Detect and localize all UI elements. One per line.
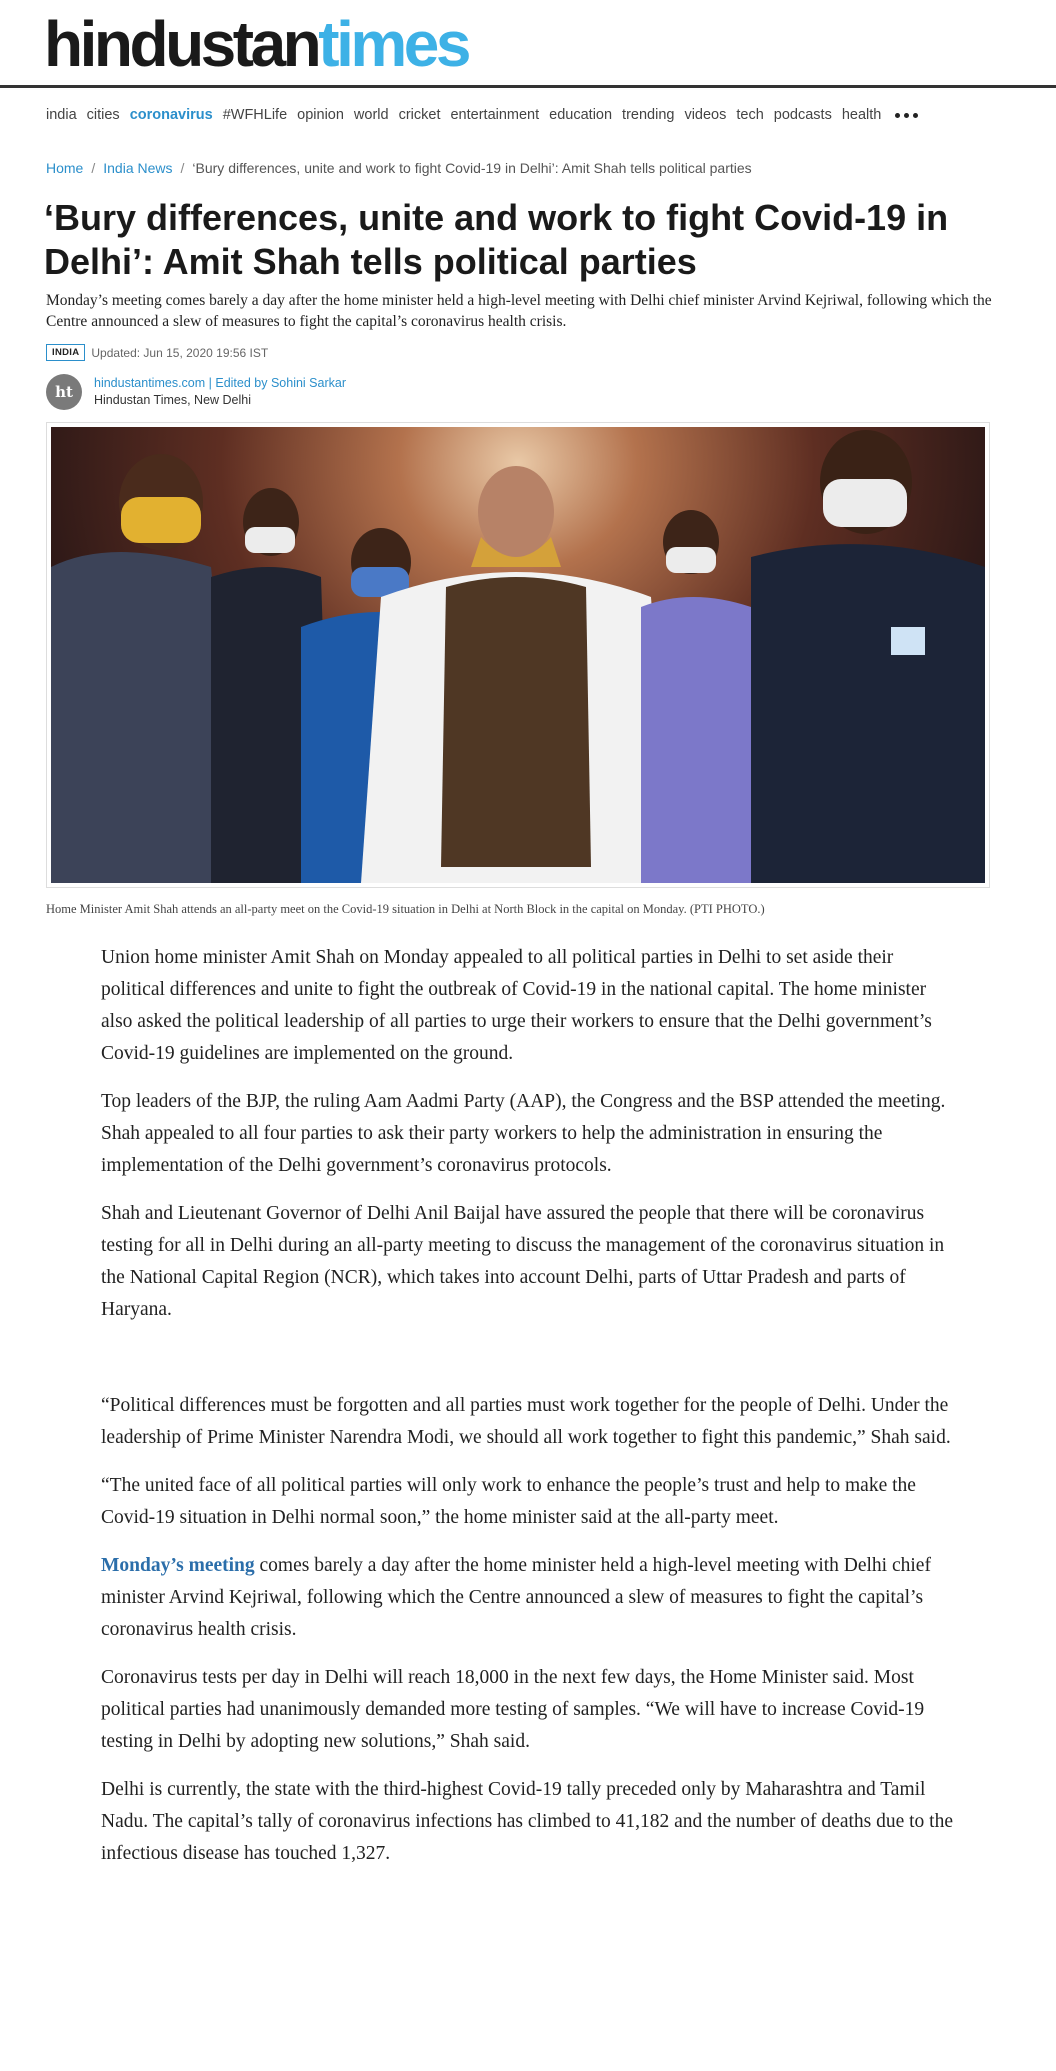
nav-item-health[interactable]: health xyxy=(841,107,882,123)
byline-location: Hindustan Times, New Delhi xyxy=(94,393,252,407)
breadcrumb-home-link[interactable]: Home xyxy=(46,160,84,176)
nav-item-opinion[interactable]: opinion xyxy=(297,107,344,123)
logo-part-times: times xyxy=(318,8,468,80)
paragraph: “Political differences must be forgotten and all parties must work together for the people of Delhi. Under the leadership of Prime Minister Narendra Modi, we should all work together to fight this pandemic,” Shah said. xyxy=(101,1395,951,1448)
site-logo[interactable] xyxy=(44,6,468,82)
nav-item-india[interactable]: india xyxy=(46,107,77,123)
nav-item-videos[interactable]: videos xyxy=(684,107,727,123)
article-headline: ‘Bury differences, unite and work to fight Covid-19 in Delhi’: Amit Shah tells political parties xyxy=(44,197,949,282)
paragraph-with-link xyxy=(101,1550,961,1646)
article-photo xyxy=(51,427,985,883)
nav-item-trending[interactable]: trending xyxy=(622,107,675,123)
paragraph: Shah and Lieutenant Governor of Delhi Anil Baijal have assured the people that there will be coronavirus testing for all in Delhi during an all-party meeting to discuss the management of the coronavirus situation in the National Capital Region (NCR), which takes into account Delhi, parts of Uttar Pradesh and parts of Haryana. xyxy=(101,1203,945,1320)
breadcrumb xyxy=(46,160,752,176)
paragraph-text: comes barely a day after the home minister held a high-level meeting with Delhi chief minister Arvind Kejriwal, following which the Centre announced a slew of measures to fight the capital’s coronavirus health crisis. xyxy=(101,1555,931,1640)
paragraph: Coronavirus tests per day in Delhi will reach 18,000 in the next few days, the Home Minister said. Most political parties had unanimously demanded more testing of samples. “We will have to increase Covid-19 testing in Delhi by adopting new solutions,” Shah said. xyxy=(101,1667,925,1752)
paragraph: Delhi is currently, the state with the third-highest Covid-19 tally preceded only by Maharashtra and Tamil Nadu. The capital’s tally of coronavirus infections has climbed to 41,182 and the number of deaths due to the infectious disease has touched 1,327. xyxy=(101,1779,954,1864)
article-summary: Monday’s meeting comes barely a day after the home minister held a high-level meeting with Delhi chief minister Arvind Kejriwal, following which the Centre announced a slew of measures to fight the capital’s coronavirus health crisis. xyxy=(46,292,992,330)
nav-item-podcasts[interactable]: podcasts xyxy=(773,107,832,123)
article-meta xyxy=(46,344,268,361)
breadcrumb-separator: / xyxy=(91,160,96,176)
nav-item-cricket[interactable]: cricket xyxy=(398,107,441,123)
nav-item-wfhlife[interactable]: #WFHLife xyxy=(222,107,288,123)
byline-source[interactable]: hindustantimes.com | Edited by Sohini Sarkar xyxy=(94,376,346,390)
nav-item-entertainment[interactable]: entertainment xyxy=(450,107,540,123)
nav-item-tech[interactable]: tech xyxy=(736,107,764,123)
section-tag[interactable]: INDIA xyxy=(46,344,85,361)
main-nav xyxy=(46,104,918,126)
paragraph: Top leaders of the BJP, the ruling Aam Aadmi Party (AAP), the Congress and the BSP attended the meeting. Shah appealed to all four parties to ask their party workers to help the administration in ensuring the implementation of the Delhi government’s coronavirus protocols. xyxy=(101,1091,946,1176)
paragraph: “The united face of all political parties will only work to enhance the people’s trust and help to make the Covid-19 situation in Delhi normal soon,” the home minister said at the all-party meet. xyxy=(101,1475,916,1528)
nav-item-coronavirus[interactable]: coronavirus xyxy=(129,107,213,123)
nav-item-education[interactable]: education xyxy=(549,107,613,123)
logo-part-hindustan: hindustan xyxy=(44,8,319,80)
photo-caption: Home Minister Amit Shah attends an all-party meet on the Covid-19 situation in Delhi at North Block in the capital on Monday. (PTI PHOTO.) xyxy=(46,902,765,916)
breadcrumb-separator: / xyxy=(180,160,185,176)
updated-timestamp: Updated: Jun 15, 2020 19:56 IST xyxy=(91,345,269,360)
article-photo-frame xyxy=(46,422,990,888)
masthead xyxy=(0,0,1056,88)
breadcrumb-section-link[interactable]: India News xyxy=(103,160,173,176)
byline xyxy=(46,374,346,410)
author-avatar: ht xyxy=(46,374,82,410)
article-body xyxy=(101,942,961,1886)
photo-illustration xyxy=(51,427,985,883)
paragraph: Union home minister Amit Shah on Monday appealed to all political parties in Delhi to set aside their political differences and unite to fight the outbreak of Covid-19 in the national capital. The home minister also asked the political leadership of all parties to urge their workers to ensure that the Delhi government’s Covid-19 guidelines are implemented on the ground. xyxy=(101,947,932,1064)
mondays-meeting-link[interactable]: Monday’s meeting xyxy=(101,1555,255,1576)
nav-item-world[interactable]: world xyxy=(353,107,389,123)
more-menu-icon[interactable] xyxy=(895,113,918,118)
breadcrumb-current: ‘Bury differences, unite and work to fight Covid-19 in Delhi’: Amit Shah tells political parties xyxy=(192,160,752,176)
nav-item-cities[interactable]: cities xyxy=(86,107,120,123)
